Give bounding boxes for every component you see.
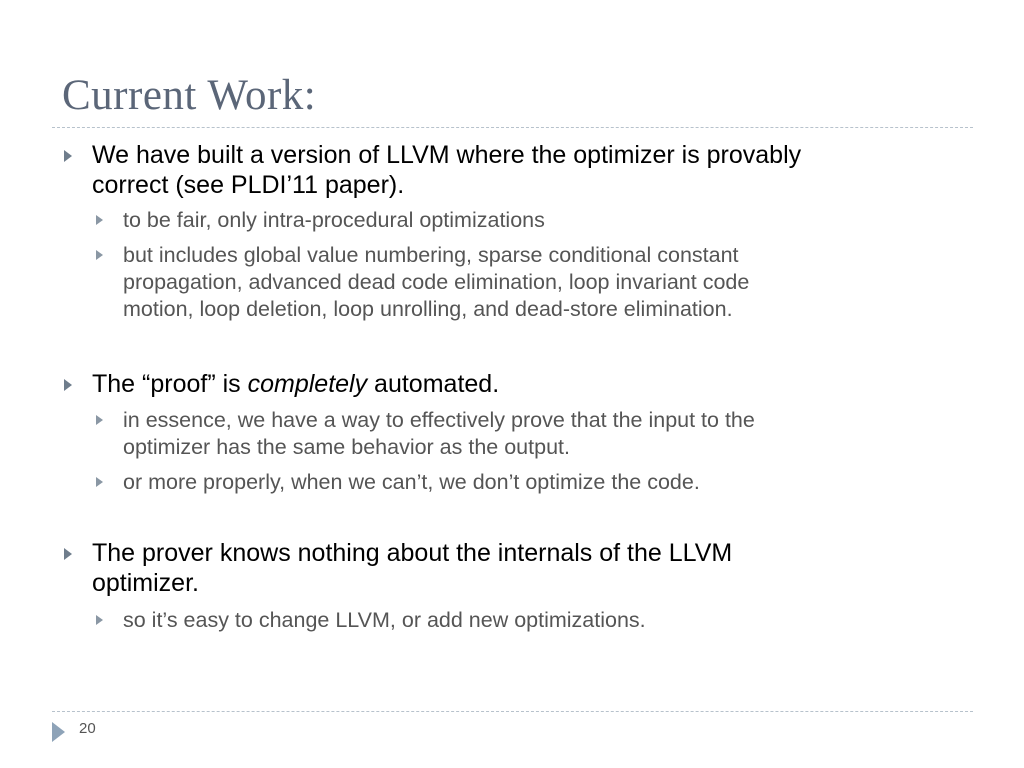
bullet-1-sub-2-line-2: propagation, advanced dead code elimination, loop invariant code [123, 270, 750, 294]
bullet-1-sub-2-line-1: but includes global value numbering, sparse conditional constant [123, 243, 739, 267]
bullet-2-sub-1 [123, 407, 923, 461]
bullet-2 [92, 369, 942, 399]
sub-bullet-arrow-icon [96, 615, 103, 625]
footer-arrow-icon [52, 722, 65, 742]
bullet-1-sub-2-line-3: motion, loop deletion, loop unrolling, and dead-store elimination. [123, 297, 733, 321]
bullet-2-text-end: automated. [367, 370, 500, 398]
bullet-2-sub-1-line-1: in essence, we have a way to effectively prove that the input to the [123, 408, 755, 432]
bullet-3-line-1: The prover knows nothing about the internals of the LLVM [92, 539, 733, 567]
page-number: 20 [79, 720, 96, 737]
bullet-3 [92, 538, 942, 598]
bullet-arrow-icon [64, 379, 72, 391]
bullet-arrow-icon [64, 150, 72, 162]
bullet-1-sub-1 [123, 207, 923, 234]
bullet-arrow-icon [64, 548, 72, 560]
sub-bullet-arrow-icon [96, 215, 103, 225]
sub-bullet-arrow-icon [96, 250, 103, 260]
bullet-3-sub-1-line-1: so it’s easy to change LLVM, or add new optimizations. [123, 608, 646, 632]
bullet-1-line-2: correct (see PLDI’11 paper). [92, 171, 405, 199]
bullet-2-emphasis: completely [247, 370, 368, 398]
bullet-1-sub-2 [123, 242, 923, 323]
footer-divider [52, 711, 973, 712]
bullet-3-line-2: optimizer. [92, 569, 199, 597]
bullet-3-sub-1 [123, 607, 923, 634]
bullet-1-line-1: We have built a version of LLVM where the optimizer is provably [92, 141, 802, 169]
sub-bullet-arrow-icon [96, 477, 103, 487]
sub-bullet-arrow-icon [96, 415, 103, 425]
bullet-2-sub-2 [123, 469, 923, 496]
slide-title: Current Work: [62, 72, 317, 119]
bullet-1 [92, 140, 942, 200]
bullet-2-text-start: The “proof” is [92, 370, 248, 398]
bullet-2-sub-2-line-1: or more properly, when we can’t, we don’t optimize the code. [123, 470, 700, 494]
bullet-1-sub-1-line-1: to be fair, only intra-procedural optimizations [123, 208, 545, 232]
bullet-2-sub-1-line-2: optimizer has the same behavior as the output. [123, 435, 570, 459]
